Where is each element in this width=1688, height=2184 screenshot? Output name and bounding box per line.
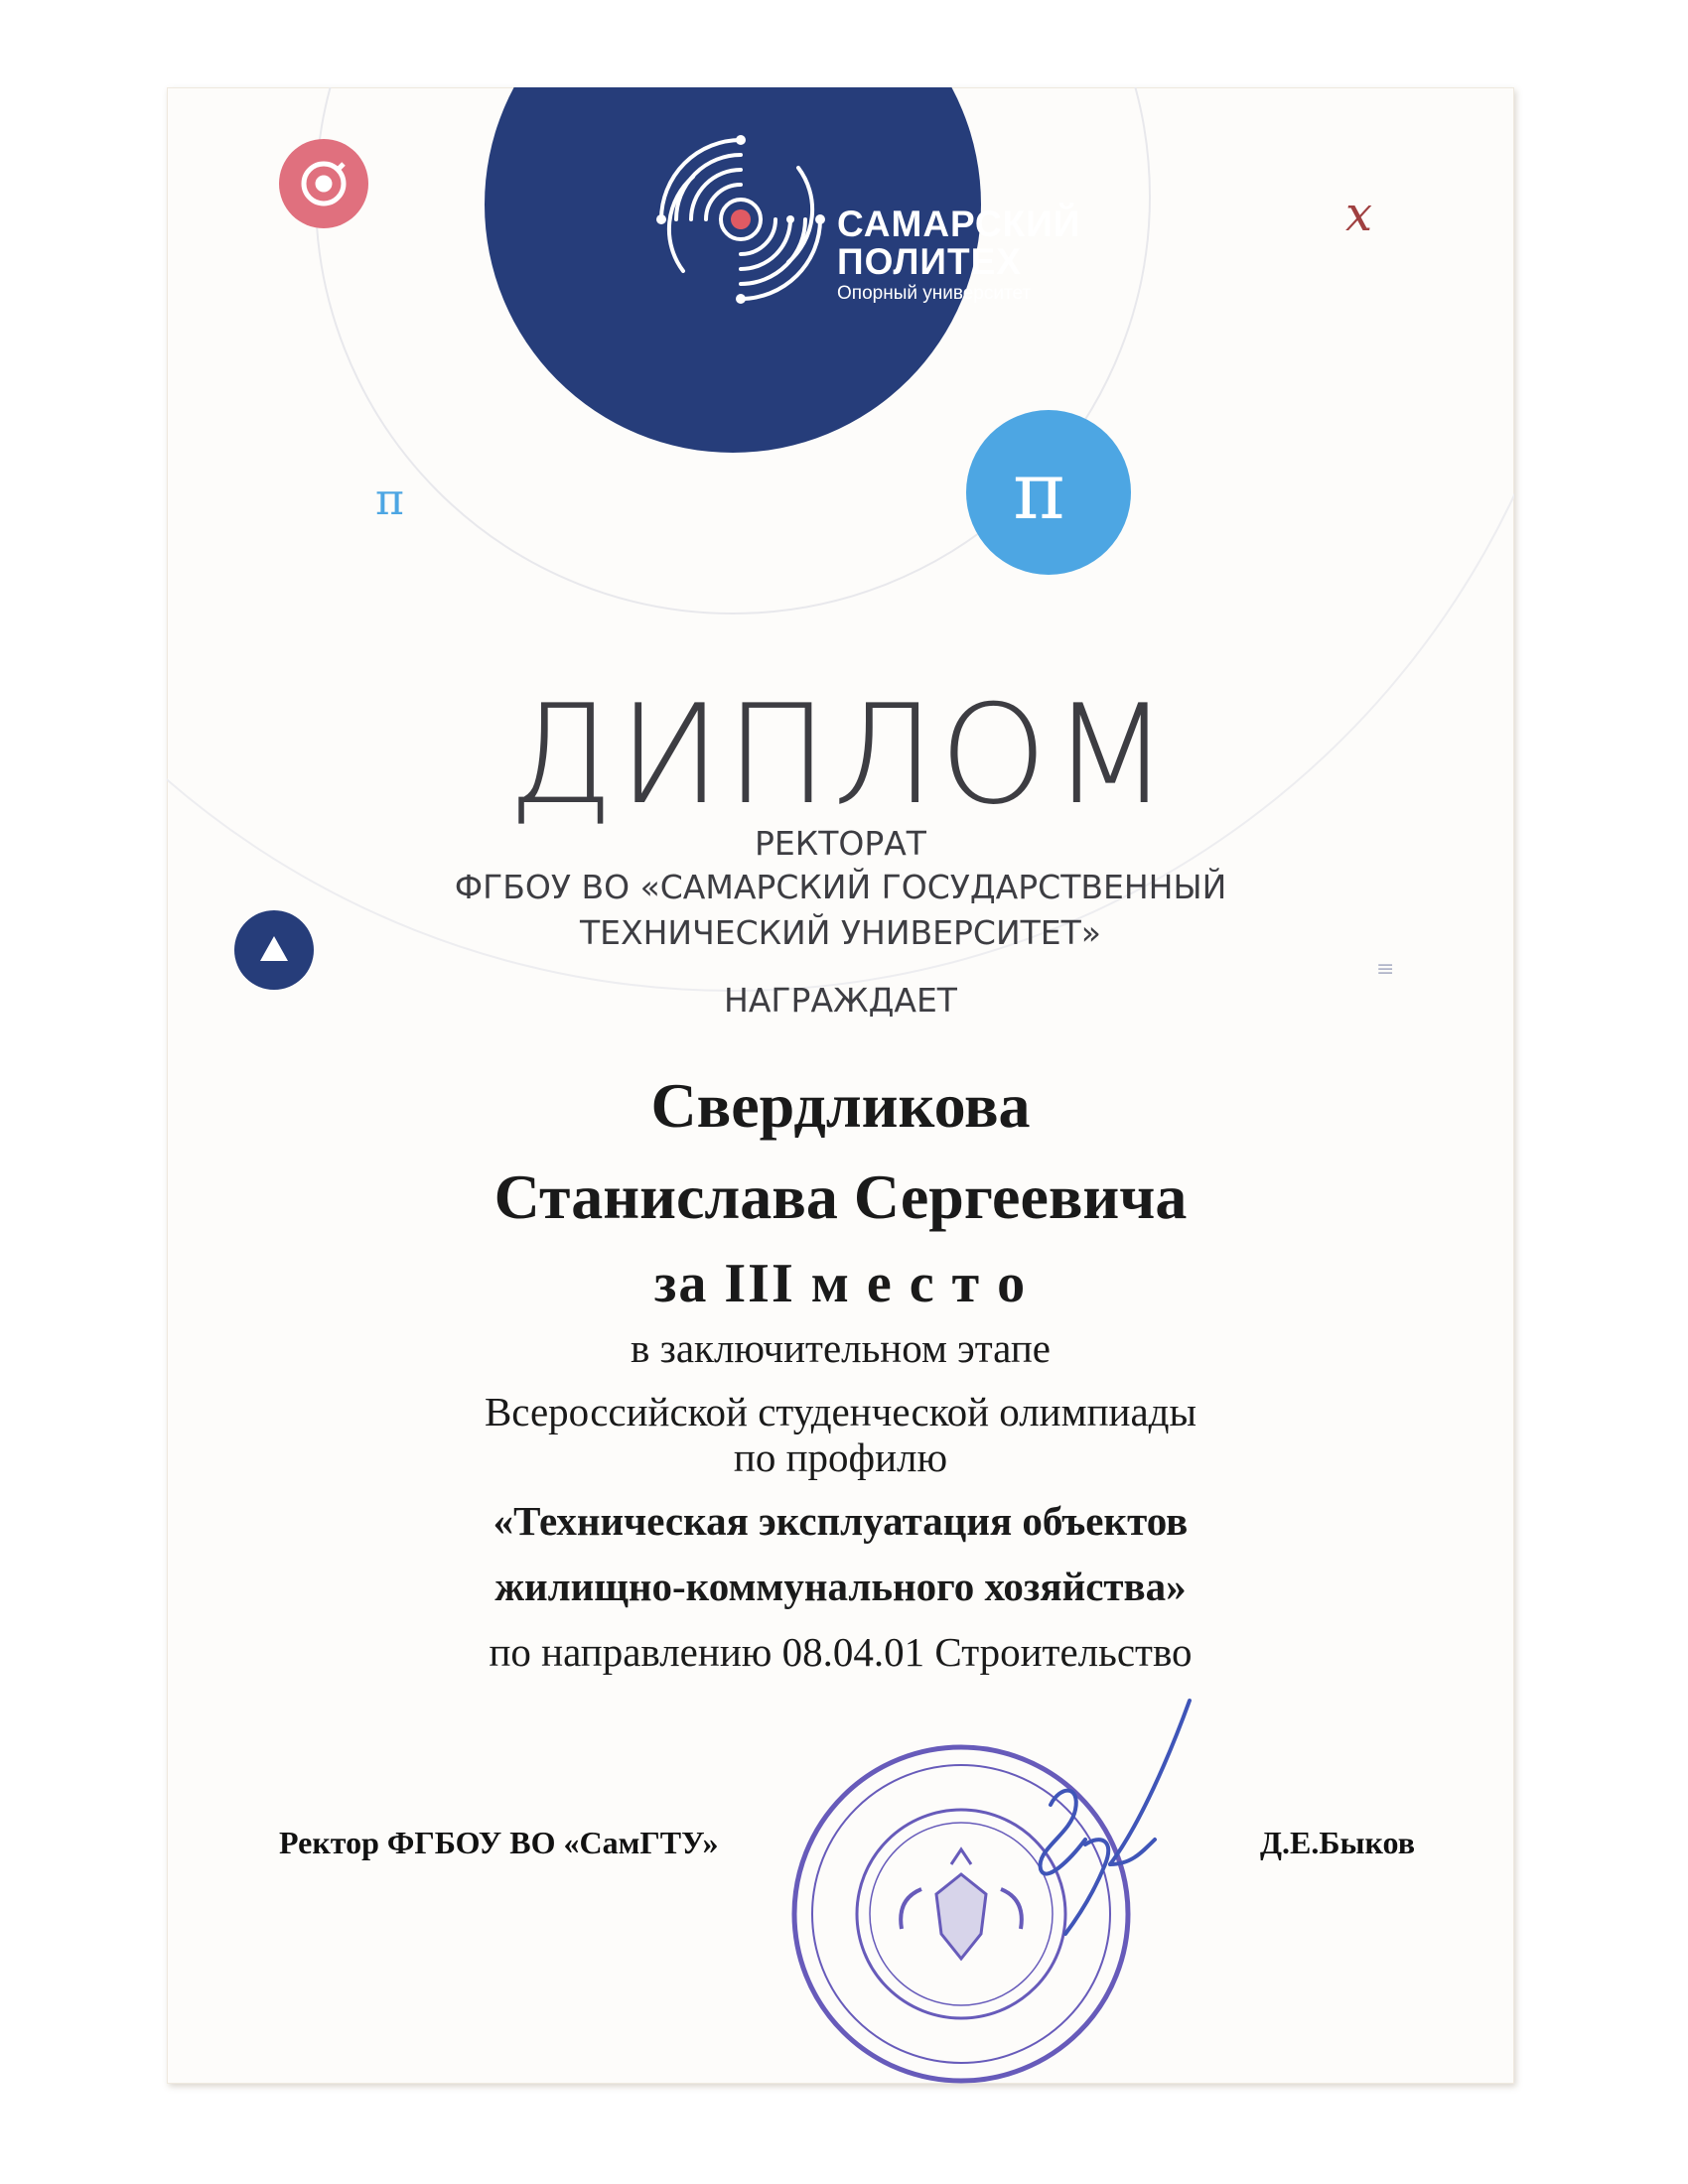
rector-name: Д.Е.Быков [1260, 1825, 1415, 1860]
congruent-symbol: ≡ [1376, 957, 1395, 982]
logo-line-2: ПОЛИТЕХ [837, 241, 1022, 282]
body-line-2: Всероссийской студенческой олимпиады [484, 1389, 1197, 1434]
rector-title: Ректор ФГБОУ ВО «СамГТУ» [279, 1825, 719, 1860]
x-symbol: x [1345, 187, 1373, 242]
handwritten-signature [1041, 1701, 1190, 1934]
logo-line-1: САМАРСКИЙ [837, 204, 1081, 244]
body-line-3: по профилю [733, 1434, 948, 1480]
diploma-sheet [167, 87, 1514, 2084]
profile-line-1: «Техническая эксплуатация объектов [492, 1498, 1189, 1544]
header-line-2: ФГБОУ ВО «САМАРСКИЙ ГОСУДАРСТВЕННЫЙ [454, 868, 1227, 906]
pi-large-symbol: π [1013, 445, 1065, 537]
award-place: за III м е с т о [653, 1253, 1028, 1314]
pi-small-symbol: π [375, 475, 404, 525]
body-line-1: в заключительном этапе [631, 1325, 1051, 1371]
profile-line-2: жилищно-коммунального хозяйства» [494, 1564, 1187, 1609]
direction-line: по направлению 08.04.01 Строительство [489, 1629, 1193, 1675]
recipient-given-names: Станислава Сергеевича [493, 1161, 1188, 1232]
header-line-4: НАГРАЖДАЕТ [724, 981, 957, 1020]
header-line-1: РЕКТОРАТ [755, 824, 926, 863]
header-line-3: ТЕХНИЧЕСКИЙ УНИВЕРСИТЕТ» [579, 913, 1101, 952]
diploma-title: ДИПЛОМ [507, 675, 1174, 835]
logo-tagline: Опорный университет [837, 283, 1032, 304]
recipient-surname: Свердликова [650, 1070, 1031, 1141]
